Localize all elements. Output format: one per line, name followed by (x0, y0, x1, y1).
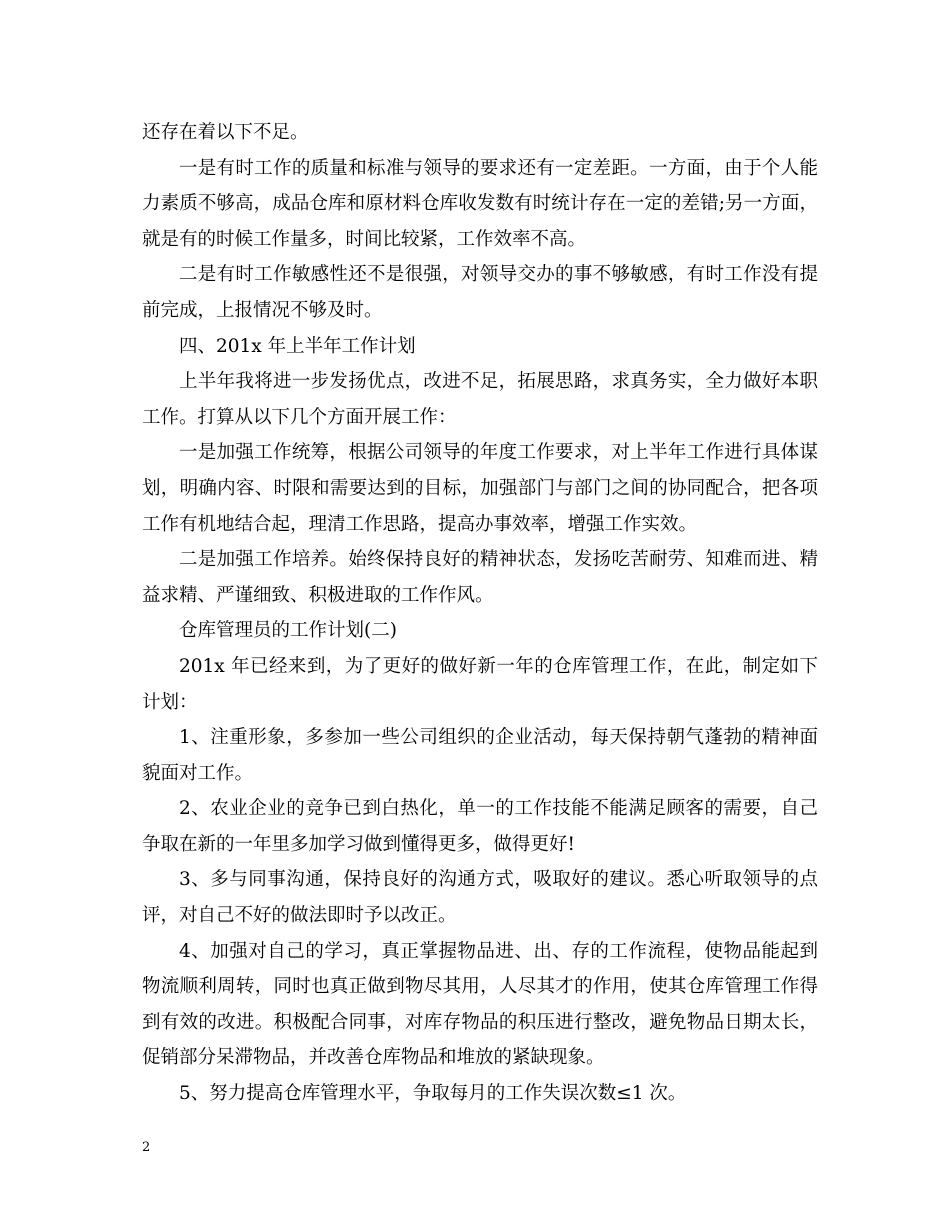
page-number: 2 (142, 1140, 151, 1155)
list-item-3: 3、多与同事沟通，保持良好的沟通方式，吸取好的建议。悉心听取领导的点评，对自己不好的做法即时予以改正。 (142, 869, 818, 927)
paragraph-part-two-intro: 201x 年已经来到，为了更好的做好新一年的仓库管理工作，在此，制定如下计划： (142, 655, 818, 713)
paragraph-plan-two: 二是加强工作培养。始终保持良好的精神状态，发扬吃苦耐劳、知难而进、精益求精、严谨细致、积极进取的工作作风。 (142, 549, 818, 606)
section-heading-work-plan: 四、201x 年上半年工作计划 (179, 335, 416, 357)
paragraph-plan-intro: 上半年我将进一步发扬优点，改进不足，拓展思路，求真务实，全力做好本职工作。打算从以下几个方面开展工作： (142, 371, 818, 428)
paragraph-shortcoming-two: 二是有时工作敏感性还不是很强，对领导交办的事不够敏感，有时工作没有提前完成，上报情况不够及时。 (142, 264, 818, 321)
paragraph-shortcomings-intro: 还存在着以下不足。 (142, 122, 309, 143)
section-heading-part-two: 仓库管理员的工作计划(二) (179, 620, 397, 642)
list-item-2: 2、农业企业的竞争已到白热化，单一的工作技能不能满足顾客的需要，自己争取在新的一年里多加学习做到懂得更多，做得更好! (142, 798, 818, 855)
list-item-4: 4、加强对自己的学习，真正掌握物品进、出、存的工作流程，使物品能起到物流顺利周转，同时也真正做到物尽其用，人尽其才的作用，使其仓库管理工作得到有效的改进。积极配合同事，对库存物品的积压进行整改，避免物品日期太长，促销部分呆滞物品，并改善仓库物品和堆放的紧缺现象。 (142, 940, 818, 1069)
document-body (142, 115, 818, 1112)
list-item-1: 1、注重形象，多参加一些公司组织的企业活动，每天保持朝气蓬勃的精神面貌面对工作。 (142, 727, 818, 784)
list-item-5: 5、努力提高仓库管理水平，争取每月的工作失误次数≤1 次。 (179, 1083, 687, 1105)
paragraph-plan-one: 一是加强工作统筹，根据公司领导的年度工作要求，对上半年工作进行具体谋划，明确内容、时限和需要达到的目标，加强部门与部门之间的协同配合，把各项工作有机地结合起，理清工作思路，提高办事效率，增强工作实效。 (142, 442, 818, 535)
paragraph-shortcoming-one: 一是有时工作的质量和标准与领导的要求还有一定差距。一方面，由于个人能力素质不够高，成品仓库和原材料仓库收发数有时统计存在一定的差错;另一方面，就是有的时候工作量多，时间比较紧，工作效率不高。 (142, 157, 818, 250)
